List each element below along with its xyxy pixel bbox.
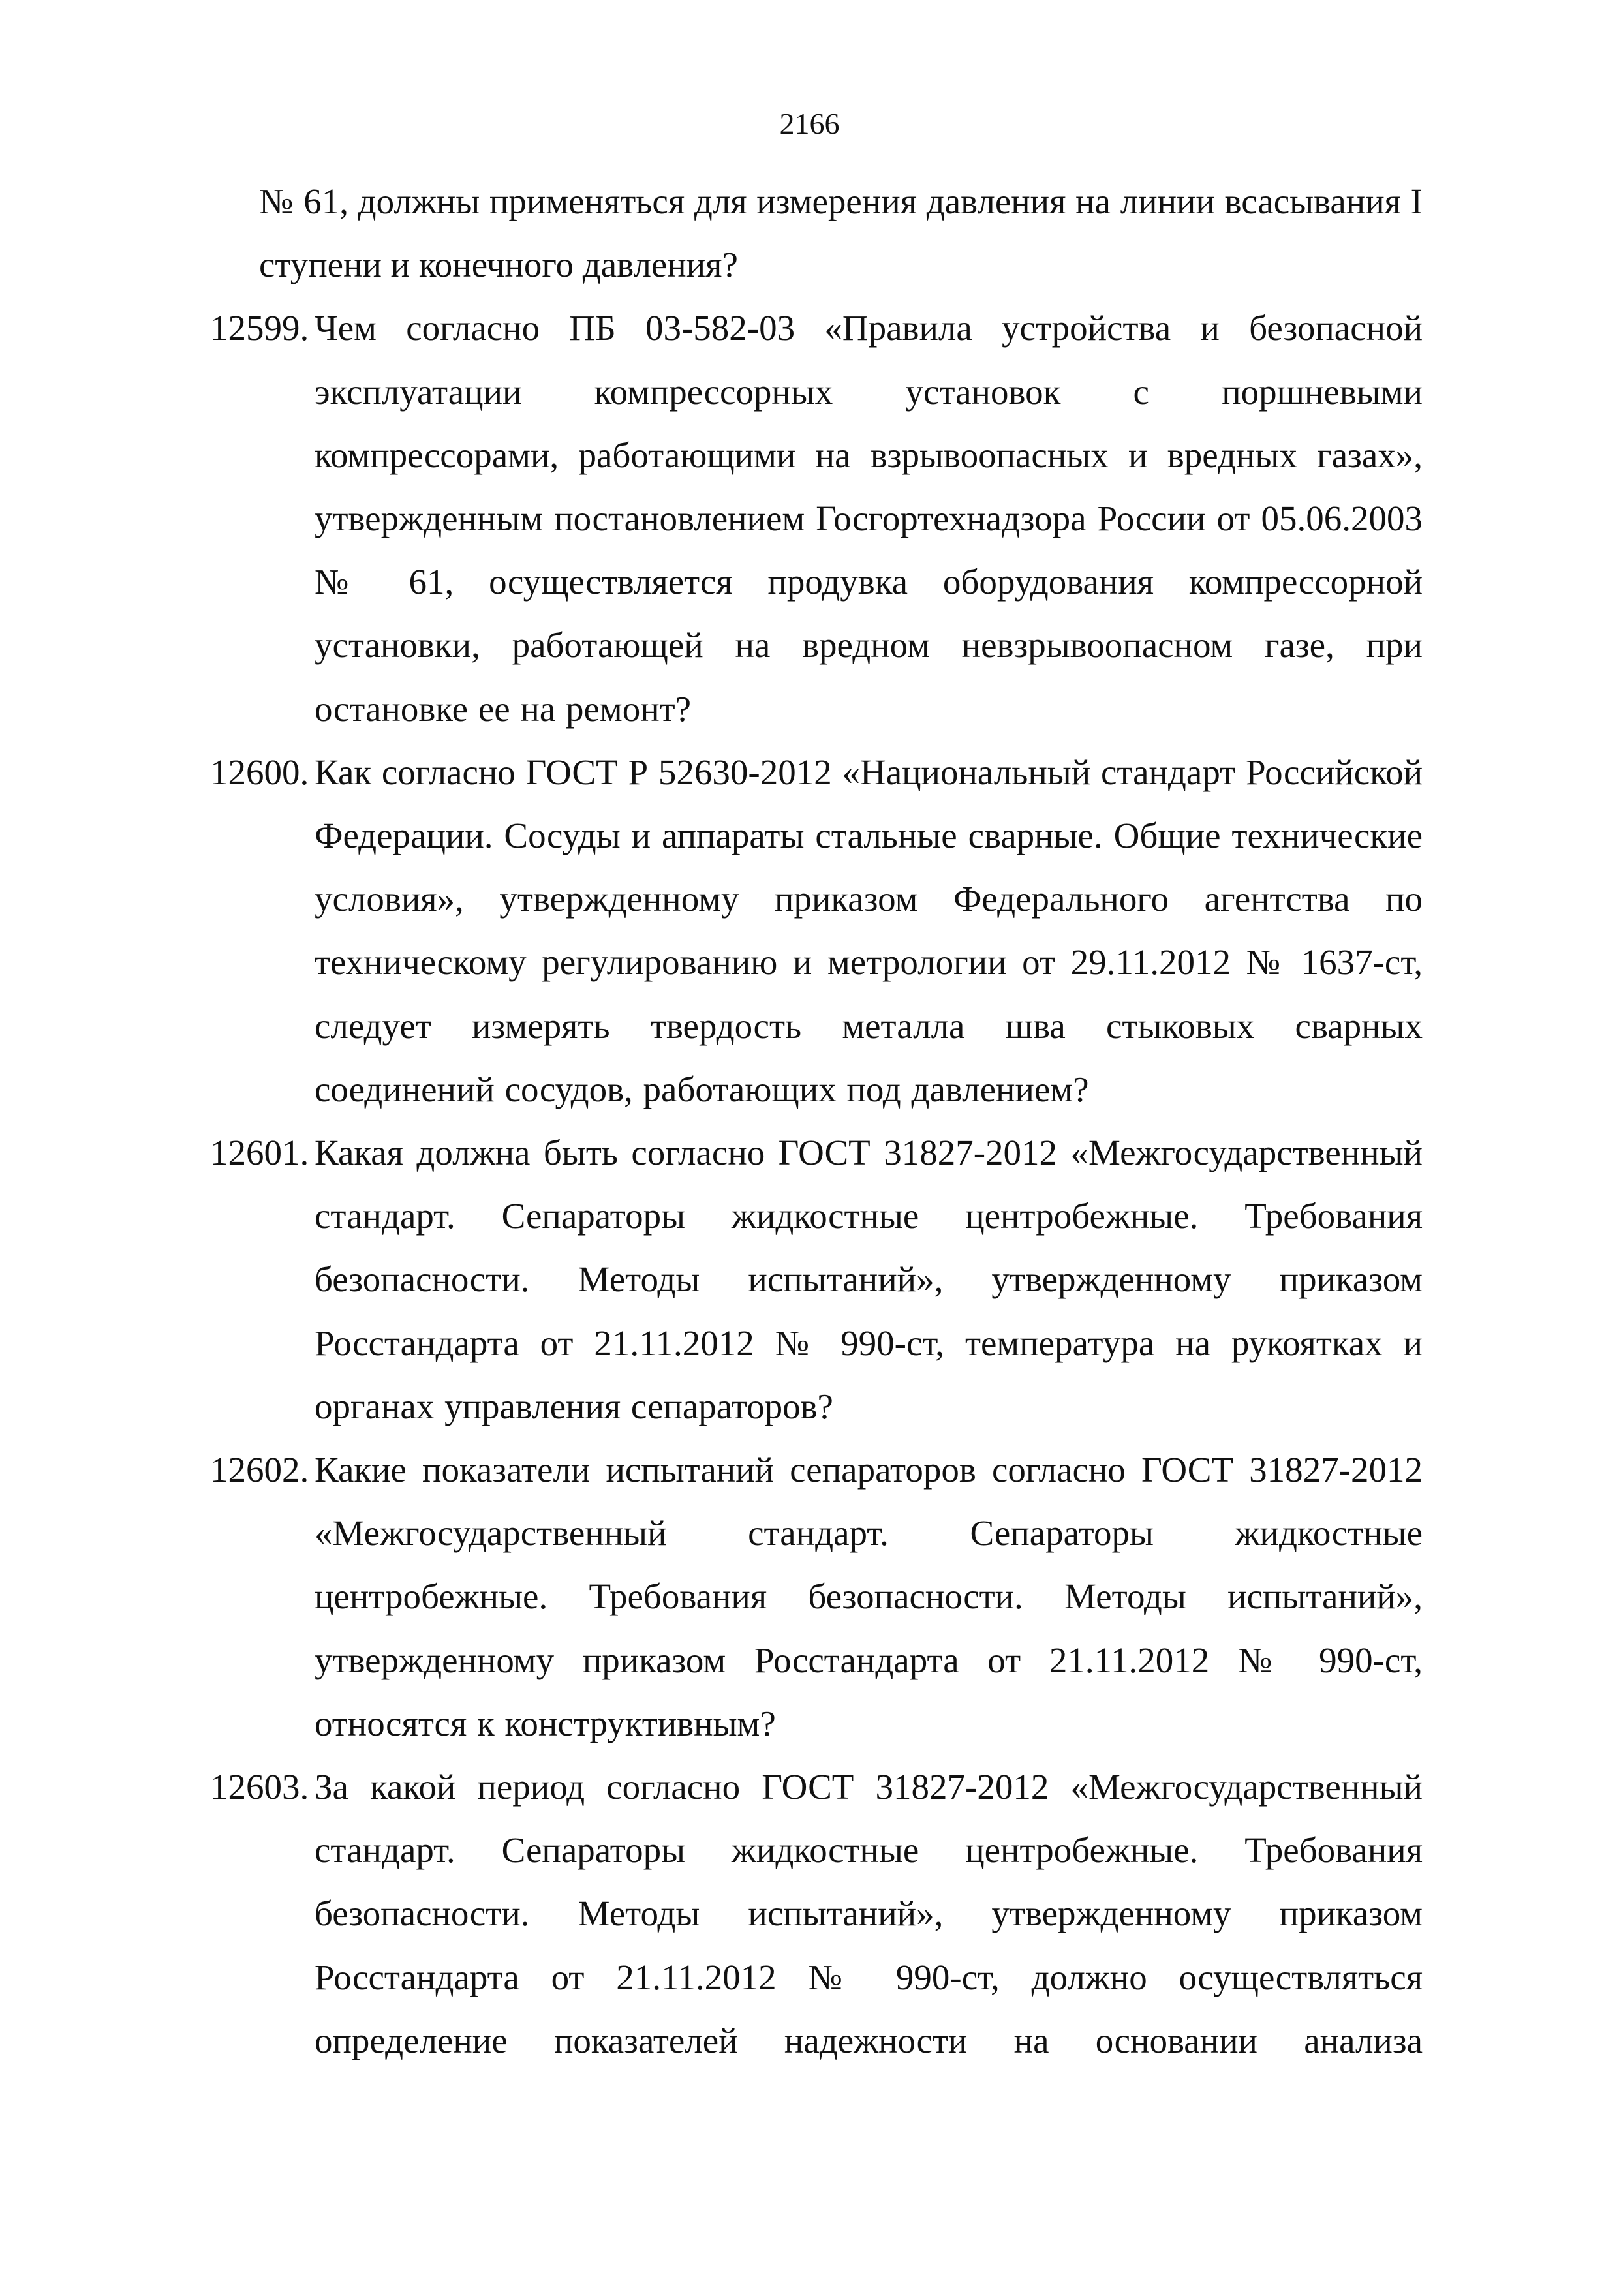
question-item bbox=[210, 1438, 1423, 1755]
question-number: 12600. bbox=[210, 752, 309, 792]
page-number: 2166 bbox=[779, 107, 840, 140]
question-text: Какая должна быть согласно ГОСТ 31827-2012 «Межгосударственный стандарт. Сепараторы жидкостные центробежные. Требования безопасности. Методы испытаний», утвержденному приказом Росстандарта от 21.11.2012 № 990-ст, температура на рукоятках и органах управления сепараторов? bbox=[315, 1133, 1423, 1426]
question-number: 12603. bbox=[210, 1767, 309, 1807]
question-text: Какие показатели испытаний сепараторов согласно ГОСТ 31827-2012 «Межгосударственный стандарт. Сепараторы жидкостные центробежные. Требования безопасности. Методы испытаний», утвержденному приказом Росстандарта от 21.11.2012 № 990-ст, относятся к конструктивным? bbox=[315, 1450, 1423, 1743]
question-item bbox=[210, 296, 1423, 740]
question-number: 12599. bbox=[210, 308, 309, 348]
question-text: Как согласно ГОСТ Р 52630-2012 «Национальный стандарт Российской Федерации. Сосуды и аппараты стальные сварные. Общие технические условия», утвержденному приказом Федерального агентства по техническому регулированию и метрологии от 29.11.2012 № 1637-ст, следует измерять твердость металла шва стыковых сварных соединений сосудов, работающих под давлением? bbox=[315, 752, 1423, 1109]
intro-paragraph: № 61, должны применяться для измерения давления на линии всасывания I ступени и конечного давления? bbox=[259, 181, 1423, 285]
question-text: За какой период согласно ГОСТ 31827-2012 «Межгосударственный стандарт. Сепараторы жидкостные центробежные. Требования безопасности. Методы испытаний», утвержденному приказом Росстандарта от 21.11.2012 № 990-ст, должно осуществляться определение показателей надежности на основании анализа bbox=[315, 1767, 1423, 2060]
question-item bbox=[210, 1121, 1423, 1438]
question-item bbox=[210, 741, 1423, 1121]
question-number: 12601. bbox=[210, 1133, 309, 1173]
question-number: 12602. bbox=[210, 1450, 309, 1490]
question-text: Чем согласно ПБ 03-582-03 «Правила устройства и безопасной эксплуатации компрессорных установок с поршневыми компрессорами, работающими на взрывоопасных и вредных газах», утвержденным постановлением Госгортехнадзора России от 05.06.2003 № 61, осуществляется продувка оборудования компрессорной установки, работающей на вредном невзрывоопасном газе, при остановке ее на ремонт? bbox=[315, 308, 1423, 729]
question-item bbox=[210, 1755, 1423, 2072]
page-content bbox=[210, 170, 1423, 2072]
